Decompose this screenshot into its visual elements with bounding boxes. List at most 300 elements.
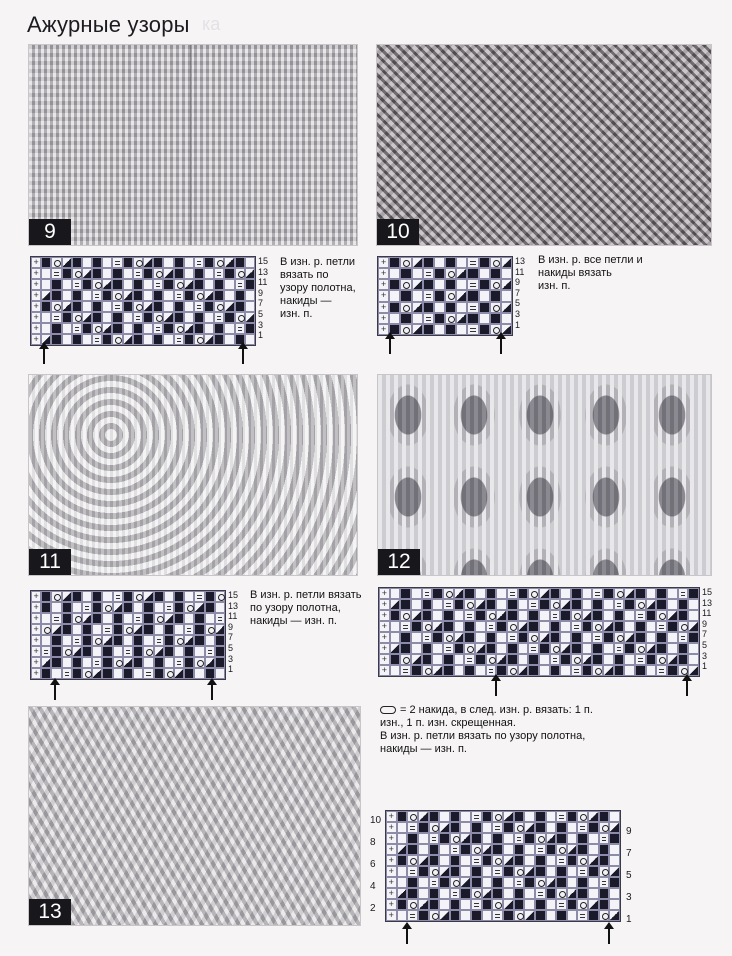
chart-cell [174, 613, 184, 624]
chart-cell [214, 312, 224, 323]
chart-cell [143, 657, 153, 668]
chart-cell [560, 599, 571, 610]
chart-cell [163, 268, 173, 279]
chart-cell [432, 632, 443, 643]
chart-cell [51, 268, 61, 279]
chart-cell [215, 602, 225, 613]
chart-cell [102, 268, 112, 279]
chart-cell [467, 257, 478, 268]
chart-cell [407, 844, 418, 855]
chart-cell [667, 610, 678, 621]
pattern-number-12: 12 [378, 549, 420, 575]
chart-cell [582, 643, 593, 654]
chart-cell [215, 635, 225, 646]
text-line: 7 [702, 629, 708, 640]
chart-cell [454, 599, 465, 610]
chart-cell [450, 811, 461, 822]
chart-cell [524, 811, 535, 822]
chart-cell [678, 654, 689, 665]
chart-cell [194, 279, 204, 290]
chart-cell [535, 899, 546, 910]
chart-cell [496, 632, 507, 643]
chart-cell [41, 591, 51, 602]
text-line: 6 [370, 859, 376, 870]
chart-cell [492, 833, 503, 844]
chart-cell [524, 844, 535, 855]
chart-cell [667, 621, 678, 632]
chart-cell [390, 643, 401, 654]
chart-cell [503, 822, 514, 833]
chart-cell [72, 268, 82, 279]
chart-cell [411, 621, 422, 632]
chart-cell [123, 624, 133, 635]
chart-cell [599, 899, 610, 910]
chart-cell [51, 323, 61, 334]
chart-cell [524, 833, 535, 844]
chart-cell [194, 312, 204, 323]
chart-cell [412, 324, 423, 335]
chart-cell [518, 588, 529, 599]
chart-cell [539, 610, 550, 621]
chart-cell [92, 257, 102, 268]
chart-cell [507, 599, 518, 610]
chart-cell [133, 290, 143, 301]
chart-cell [582, 599, 593, 610]
chart-cell [72, 279, 82, 290]
chart-cell [31, 635, 41, 646]
text-line: 3 [626, 892, 632, 903]
chart-cell [439, 910, 450, 921]
chart-cell [204, 290, 214, 301]
chart-cell [72, 334, 82, 345]
chart-cell [123, 613, 133, 624]
chart-cell [423, 313, 434, 324]
text-line: В изн. р. все петли и [538, 254, 643, 266]
chart-cell [194, 657, 204, 668]
chart-cell [397, 833, 408, 844]
chart-cell [245, 290, 255, 301]
chart-cell [567, 888, 578, 899]
chart-cell [490, 268, 501, 279]
chart-cell [143, 290, 153, 301]
chart-cell [224, 268, 234, 279]
chart-cell [535, 910, 546, 921]
chart-cell [556, 866, 567, 877]
chart-cell [482, 855, 493, 866]
chart-cell [471, 811, 482, 822]
chart-cell [492, 866, 503, 877]
chart-cell [412, 257, 423, 268]
chart-cell [546, 888, 557, 899]
chart-cell [412, 302, 423, 313]
chart-cell [215, 591, 225, 602]
chart-cell [51, 334, 61, 345]
chart-cell [174, 624, 184, 635]
chart-cell [407, 822, 418, 833]
chart-cell [432, 599, 443, 610]
chart-cell [603, 621, 614, 632]
chart-cell [507, 654, 518, 665]
chart-cell [174, 657, 184, 668]
chart-cell [412, 279, 423, 290]
text-line: 3 [702, 650, 708, 661]
chart-cell [467, 313, 478, 324]
chart-cell [62, 312, 72, 323]
chart-cell [214, 323, 224, 334]
chart-cell [429, 844, 440, 855]
chart-cell [571, 632, 582, 643]
chart-cell [456, 257, 467, 268]
repeat-arrow-right-9 [242, 348, 244, 364]
chart-cell [51, 646, 61, 657]
chart-cell [577, 811, 588, 822]
chart-cell [153, 323, 163, 334]
chart-cell [443, 621, 454, 632]
chart-cell [418, 899, 429, 910]
chart-cell [460, 888, 471, 899]
chart-cell [460, 899, 471, 910]
chart-cell [609, 866, 620, 877]
chart-cell [546, 910, 557, 921]
chart-cell [397, 844, 408, 855]
chart-cell [215, 613, 225, 624]
chart-cell [550, 588, 561, 599]
chart-cell [123, 635, 133, 646]
chart-cell [514, 855, 525, 866]
chart-cell [567, 910, 578, 921]
chart-cell [205, 635, 215, 646]
chart-cell [456, 302, 467, 313]
chart-cell [153, 290, 163, 301]
chart-cell [400, 279, 411, 290]
chart-cell [72, 668, 82, 679]
chart-cell [62, 301, 72, 312]
chart-cell [486, 610, 497, 621]
chart-cell [546, 877, 557, 888]
chart-cell [92, 268, 102, 279]
chart-cell [82, 602, 92, 613]
chart-cell [492, 844, 503, 855]
chart-cell [397, 888, 408, 899]
chart-cell [479, 290, 490, 301]
bleed-through-text: ка [202, 14, 221, 34]
chart-cell [92, 635, 102, 646]
chart-cell [133, 613, 143, 624]
chart-cell [379, 610, 390, 621]
chart-cell [184, 657, 194, 668]
chart-cell [688, 610, 699, 621]
chart-cell [154, 646, 164, 657]
chart-cell [400, 610, 411, 621]
chart-cell [82, 646, 92, 657]
chart-cell [164, 624, 174, 635]
chart-cell [646, 643, 657, 654]
text-line: 7 [515, 287, 521, 298]
chart-cell [434, 290, 445, 301]
chart-cell [184, 668, 194, 679]
chart-cell [464, 665, 475, 676]
chart-cell [486, 599, 497, 610]
chart-cell [102, 257, 112, 268]
chart-cell [164, 591, 174, 602]
chart-cell [678, 588, 689, 599]
chart-cell [603, 588, 614, 599]
chart-cell [245, 323, 255, 334]
chart-cell [496, 654, 507, 665]
text-line: В изн. р. петли [280, 256, 356, 268]
chart-cell [556, 833, 567, 844]
chart-cell [556, 844, 567, 855]
text-line: 3 [515, 308, 521, 319]
chart-cell [471, 844, 482, 855]
chart-cell [460, 811, 471, 822]
chart-cell [546, 866, 557, 877]
text-line: 1 [702, 661, 708, 672]
chart-cell [102, 334, 112, 345]
chart-cell [41, 635, 51, 646]
chart-cell [635, 588, 646, 599]
chart-cell [123, 657, 133, 668]
chart-cell [524, 866, 535, 877]
chart-cell [503, 888, 514, 899]
swatch-photo-13 [28, 706, 361, 926]
text-line: накиды вязать [538, 267, 612, 279]
chart-cell [82, 334, 92, 345]
chart-cell [624, 665, 635, 676]
chart-cell [471, 899, 482, 910]
chart-cell [163, 323, 173, 334]
chart-cell [102, 591, 112, 602]
chart-pattern-12 [378, 587, 700, 677]
text-line: накиды — [280, 295, 332, 307]
chart-cell [429, 822, 440, 833]
text-line: 5 [258, 308, 264, 319]
chart-cell [434, 302, 445, 313]
chart-cell [92, 334, 102, 345]
chart-cell [379, 643, 390, 654]
chart-cell [539, 643, 550, 654]
chart-cell [184, 268, 194, 279]
chart-cell [386, 833, 397, 844]
chart-cell [479, 313, 490, 324]
chart-cell [422, 654, 433, 665]
chart-cell [123, 334, 133, 345]
chart-cell [454, 643, 465, 654]
chart-cell [407, 899, 418, 910]
chart-cell [102, 323, 112, 334]
chart-cell [82, 624, 92, 635]
chart-cell [102, 657, 112, 668]
chart-cell [577, 899, 588, 910]
chart-cell [31, 290, 41, 301]
chart-cell [123, 257, 133, 268]
chart-cell [418, 833, 429, 844]
chart-cell [389, 257, 400, 268]
text-line: изн. п. [280, 308, 313, 320]
chart-cell [501, 257, 512, 268]
chart-cell [31, 591, 41, 602]
chart-cell [434, 279, 445, 290]
chart-cell [400, 643, 411, 654]
pattern-number-10: 10 [377, 219, 419, 245]
chart-cell [571, 621, 582, 632]
chart-cell [475, 588, 486, 599]
chart-cell [407, 888, 418, 899]
chart-cell [432, 621, 443, 632]
chart-cell [454, 588, 465, 599]
chart-cell [31, 657, 41, 668]
chart-cell [503, 899, 514, 910]
chart-cell [475, 610, 486, 621]
chart-cell [592, 632, 603, 643]
chart-cell [501, 290, 512, 301]
chart-cell [688, 599, 699, 610]
text-line: 4 [370, 881, 376, 892]
chart-cell [184, 279, 194, 290]
chart-cell [467, 279, 478, 290]
chart-cell [646, 621, 657, 632]
chart-cell [507, 632, 518, 643]
chart-cell [153, 334, 163, 345]
chart-cell [174, 602, 184, 613]
text-line: 5 [228, 642, 234, 653]
chart-cell [614, 632, 625, 643]
chart-cell [174, 591, 184, 602]
chart-cell [450, 910, 461, 921]
chart-cell [143, 635, 153, 646]
chart-cell [535, 866, 546, 877]
chart-cell [378, 313, 389, 324]
text-line: 8 [370, 837, 376, 848]
chart-pattern-9 [30, 256, 256, 346]
chart-cell [386, 822, 397, 833]
chart-cell [214, 290, 224, 301]
chart-cell [460, 833, 471, 844]
chart-cell [524, 822, 535, 833]
chart-cell [479, 324, 490, 335]
chart-cell [204, 312, 214, 323]
chart-cell [214, 334, 224, 345]
chart-cell [524, 855, 535, 866]
chart-cell [123, 602, 133, 613]
text-line: 2 [370, 903, 376, 914]
chart-cell [486, 588, 497, 599]
repeat-arrow-right-10 [500, 338, 502, 354]
chart-cell [143, 591, 153, 602]
text-line: 5 [702, 639, 708, 650]
chart-cell [486, 621, 497, 632]
chart-cell [411, 599, 422, 610]
chart-cell [588, 899, 599, 910]
chart-cell [592, 588, 603, 599]
chart-cell [479, 257, 490, 268]
chart-cell [429, 866, 440, 877]
chart-cell [514, 833, 525, 844]
chart-cell [224, 257, 234, 268]
chart-cell [133, 301, 143, 312]
chart-cell [133, 257, 143, 268]
chart-pattern-13 [385, 810, 621, 922]
chart-cell [656, 599, 667, 610]
chart-cell [62, 323, 72, 334]
chart-cell [656, 621, 667, 632]
chart-cell [439, 866, 450, 877]
chart-cell [609, 833, 620, 844]
chart-cell [539, 621, 550, 632]
chart-cell [439, 811, 450, 822]
chart-cell [528, 588, 539, 599]
chart-cell [471, 822, 482, 833]
chart-cell [41, 323, 51, 334]
chart-cell [556, 899, 567, 910]
chart-cell [31, 268, 41, 279]
note-pattern-10 [538, 254, 678, 293]
chart-cell [599, 910, 610, 921]
chart-cell [112, 312, 122, 323]
chart-cell [429, 855, 440, 866]
chart-cell [113, 602, 123, 613]
chart-cell [528, 610, 539, 621]
text-line: 3 [228, 653, 234, 664]
chart-cell [479, 279, 490, 290]
chart-cell [432, 643, 443, 654]
chart-cell [475, 632, 486, 643]
text-line: 9 [515, 277, 521, 288]
chart-cell [507, 665, 518, 676]
chart-cell [389, 290, 400, 301]
chart-cell [411, 665, 422, 676]
chart-cell [92, 624, 102, 635]
chart-cell [550, 610, 561, 621]
chart-cell [550, 599, 561, 610]
text-line: 15 [258, 256, 269, 266]
chart-cell [439, 877, 450, 888]
chart-cell [31, 312, 41, 323]
chart-cell [614, 654, 625, 665]
chart-cell [51, 591, 61, 602]
chart-cell [588, 866, 599, 877]
chart-cell [577, 822, 588, 833]
chart-cell [501, 268, 512, 279]
chart-cell [599, 866, 610, 877]
chart-cell [113, 657, 123, 668]
chart-cell [390, 610, 401, 621]
chart-cell [460, 855, 471, 866]
chart-cell [567, 811, 578, 822]
chart-cell [429, 910, 440, 921]
chart-cell [422, 632, 433, 643]
chart-cell [411, 632, 422, 643]
chart-cell [205, 646, 215, 657]
chart-cell [603, 643, 614, 654]
chart-cell [102, 646, 112, 657]
chart-cell [411, 610, 422, 621]
chart-cell [556, 910, 567, 921]
chart-cell [524, 877, 535, 888]
chart-cell [454, 621, 465, 632]
chart-cell [102, 312, 112, 323]
chart-cell [439, 844, 450, 855]
chart-cell [224, 290, 234, 301]
chart-cell [82, 591, 92, 602]
chart-cell [496, 588, 507, 599]
chart-cell [41, 312, 51, 323]
chart-cell [390, 654, 401, 665]
chart-cell [490, 257, 501, 268]
chart-cell [556, 888, 567, 899]
chart-cell [603, 632, 614, 643]
text-line: по узору полотна, [250, 602, 341, 614]
